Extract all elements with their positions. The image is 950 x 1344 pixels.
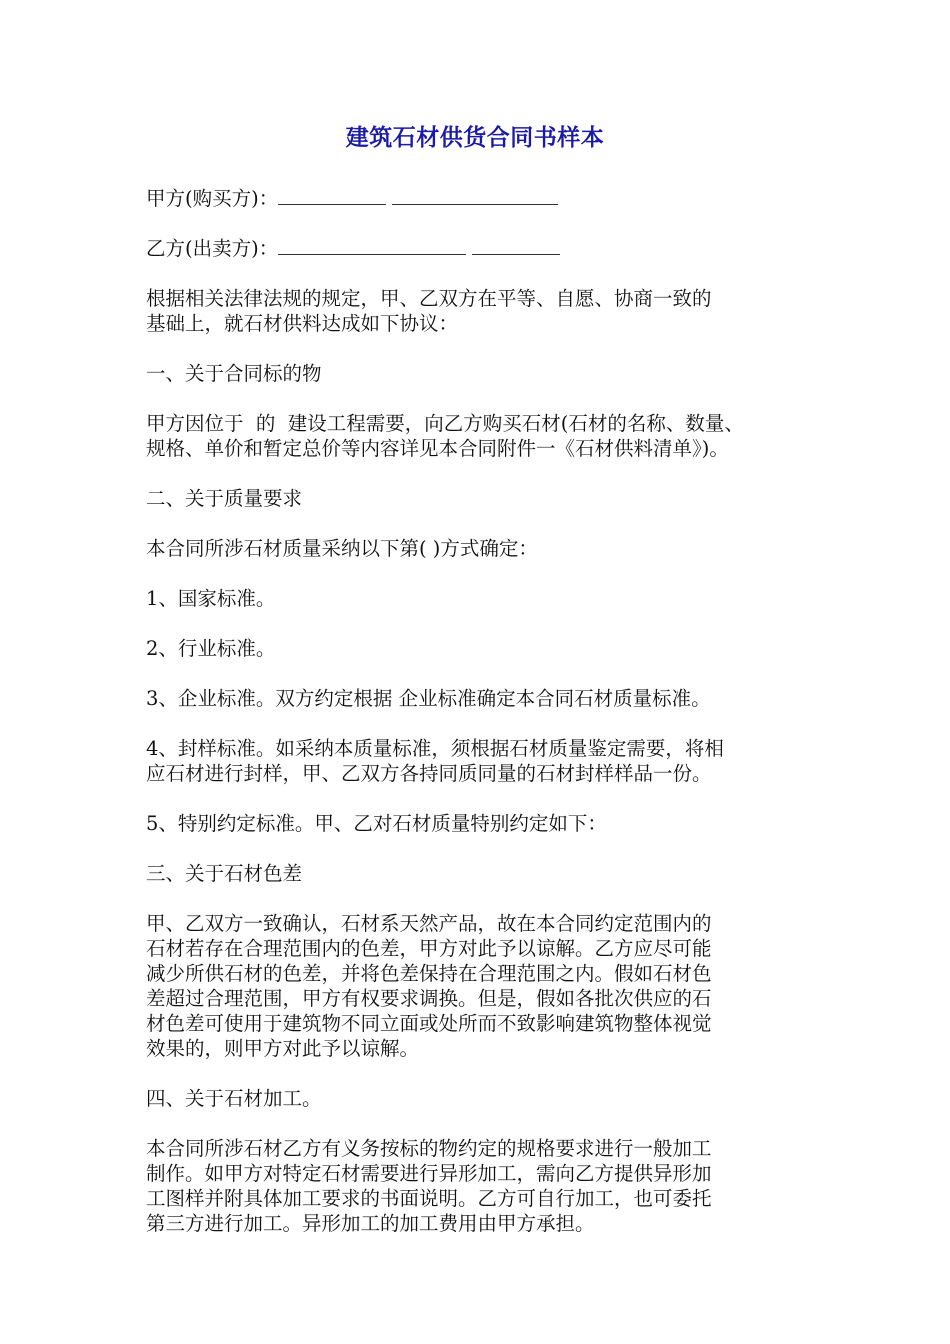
party-a-blank-1 (278, 186, 386, 205)
section3-line-3: 减少所供石材的色差，并将色差保持在合理范围之内。假如石材色 (146, 962, 712, 985)
section4-line-1: 本合同所涉石材乙方有义务按标的物约定的规格要求进行一般加工 (146, 1137, 712, 1160)
item-2: 2、行业标准。 (146, 637, 276, 660)
item-1: 1、国家标准。 (146, 587, 276, 610)
section3-line-5: 材色差可使用于建筑物不同立面或处所而不致影响建筑物整体视觉 (146, 1012, 712, 1035)
item-3: 3、企业标准。双方约定根据 企业标准确定本合同石材质量标准。 (146, 687, 711, 710)
party-b-blank-2 (472, 236, 560, 255)
party-b-blank-1 (278, 236, 466, 255)
section4-line-2: 制作。如甲方对特定石材需要进行异形加工，需向乙方提供异形加 (146, 1162, 712, 1185)
section4-heading: 四、关于石材加工。 (146, 1087, 322, 1110)
section3-line-6: 效果的，则甲方对此予以谅解。 (146, 1037, 420, 1060)
party-a-label: 甲方(购买方)： (146, 187, 279, 210)
party-a-blank-2 (392, 186, 558, 205)
item-4-line-2: 应石材进行封样，甲、乙双方各持同质同量的石材封样样品一份。 (146, 762, 712, 785)
section3-heading: 三、关于石材色差 (146, 862, 303, 885)
section1-line-1: 甲方因位于 的 建设工程需要，向乙方购买石材(石材的名称、数量、 (146, 412, 744, 435)
item-5: 5、特别约定标准。甲、乙对石材质量特别约定如下： (146, 812, 607, 835)
party-b-label: 乙方(出卖方)： (146, 237, 279, 260)
section1-heading: 一、关于合同标的物 (146, 362, 322, 385)
section3-line-1: 甲、乙双方一致确认，石材系天然产品，故在本合同约定范围内的 (146, 912, 712, 935)
section4-line-4: 第三方进行加工。异形加工的加工费用由甲方承担。 (146, 1212, 595, 1235)
party-a-line (146, 186, 816, 211)
intro-line-1: 根据相关法律法规的规定，甲、乙双方在平等、自愿、协商一致的 (146, 287, 712, 310)
document-title: 建筑石材供货合同书样本 (345, 125, 605, 151)
intro-line-2: 基础上，就石材供料达成如下协议： (146, 312, 459, 335)
section4-line-3: 工图样并附具体加工要求的书面说明。乙方可自行加工，也可委托 (146, 1187, 712, 1210)
section3-line-2: 石材若存在合理范围内的色差，甲方对此予以谅解。乙方应尽可能 (146, 937, 712, 960)
item-4-line-1: 4、封样标准。如采纳本质量标准，须根据石材质量鉴定需要，将相 (146, 737, 724, 760)
section2-heading: 二、关于质量要求 (146, 487, 303, 510)
section1-line-2: 规格、单价和暂定总价等内容详见本合同附件一《石材供料清单》)。 (146, 437, 729, 460)
section2-intro: 本合同所涉石材质量采纳以下第( )方式确定： (146, 537, 538, 560)
section3-line-4: 差超过合理范围，甲方有权要求调换。但是，假如各批次供应的石 (146, 987, 712, 1010)
party-b-line (146, 236, 816, 261)
